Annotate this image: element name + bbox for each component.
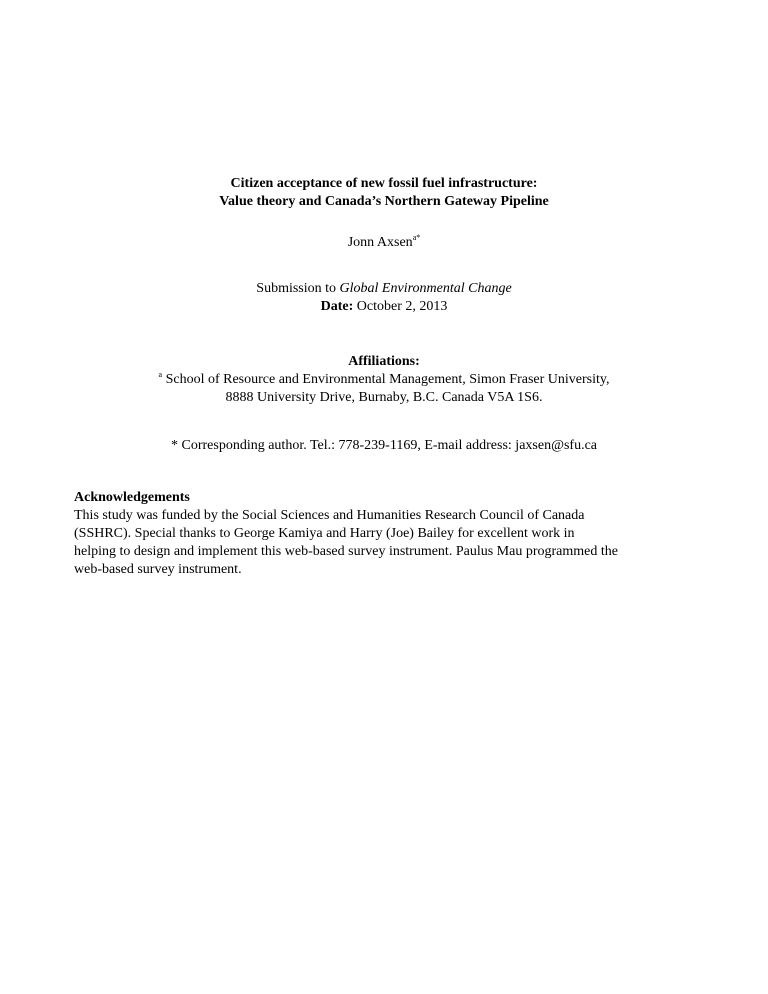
affiliation-line-1-text: School of Resource and Environmental Management, Simon Fraser University, [162,372,610,387]
affiliation-line-2: 8888 University Drive, Burnaby, B.C. Canada V5A 1S6. [225,390,543,405]
acknowledgements-line-4: web-based survey instrument. [74,562,242,577]
submission-block [0,280,768,316]
affiliations-heading: Affiliations: [348,354,420,369]
acknowledgements-line-2: (SSHRC). Special thanks to George Kamiya and Harry (Joe) Bailey for excellent work in [74,526,575,541]
acknowledgements-section [74,489,699,579]
affiliation-line-1 [0,371,768,389]
affiliations-text [0,371,768,407]
acknowledgements-heading: Acknowledgements [74,490,190,505]
author-name: Jonn Axsen [347,235,413,250]
affiliation-mark: a [158,370,163,379]
submission-prefix: Submission to [256,281,340,296]
acknowledgements-line-1: This study was funded by the Social Sciences and Humanities Research Council of Canada [74,508,585,523]
date-label: Date: [320,299,354,314]
paper-title [0,175,768,211]
corresponding-author: * Corresponding author. Tel.: 778-239-1169, E-mail address: jaxsen@sfu.ca [171,438,597,453]
date-value: October 2, 2013 [353,299,448,314]
author-line [0,234,768,252]
submission-line [0,280,768,298]
title-line-2: Value theory and Canada’s Northern Gateway Pipeline [219,194,549,209]
journal-name: Global Environmental Change [339,281,512,296]
author-marks: a* [412,233,421,242]
acknowledgements-line-3: helping to design and implement this web-based survey instrument. Paulus Mau programmed the [74,544,618,559]
title-line-1: Citizen acceptance of new fossil fuel infrastructure: [230,176,538,191]
date-line [0,298,768,316]
